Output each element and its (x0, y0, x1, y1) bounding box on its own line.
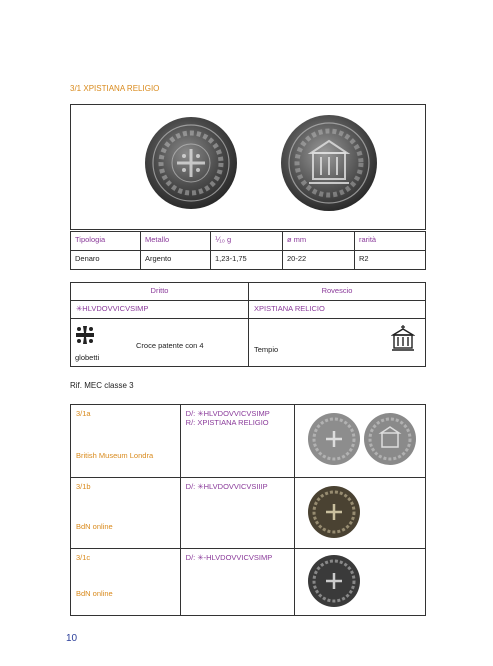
variant-row (71, 549, 426, 616)
sides-desc-row (71, 319, 426, 367)
variant-id-cell (71, 549, 181, 616)
variant-legend-obverse: D/: ✳-HLVDOVVICVSIMP (185, 553, 273, 562)
obverse-coin (145, 117, 237, 209)
temple-icon (391, 325, 415, 353)
obverse-header: Dritto (71, 283, 249, 301)
variant-row (71, 405, 426, 478)
reverse-legend: XPISTIANA RELICIO (249, 301, 426, 319)
reverse-header: Rovescio (249, 283, 426, 301)
variant-legend-cell (180, 549, 294, 616)
variant-id: 3/1c (76, 553, 91, 562)
value-weight: 1,23-1,75 (211, 251, 283, 270)
variants-table (70, 404, 426, 616)
value-rarity: R2 (355, 251, 426, 270)
variant-source: BdN online (76, 522, 113, 531)
variant-row (71, 478, 426, 549)
variant-coin-photo (300, 409, 420, 471)
variant-photo-cell (295, 405, 426, 478)
variant-coin-photo (300, 553, 420, 609)
value-metallo: Argento (141, 251, 211, 270)
properties-table (70, 231, 426, 270)
variant-id: 3/1b (76, 482, 91, 491)
sides-header-row (71, 283, 426, 301)
variant-id: 3/1a (76, 409, 91, 418)
variant-legend-obverse: D/: ✳HLVDOVVICVSIMP (185, 409, 270, 418)
value-tipologia: Denaro (71, 251, 141, 270)
variant-coin-photo (300, 482, 420, 542)
reverse-desc: Tempio (254, 345, 279, 354)
header-tipologia: Tipologia (71, 232, 141, 251)
variant-legend-obverse: D/: ✳HLVDOVVICVSIIIP (185, 482, 268, 491)
variant-legend-cell (180, 405, 294, 478)
obverse-desc-cell (71, 319, 249, 367)
variant-source: British Museum Londra (76, 451, 154, 460)
value-diameter: 20-22 (283, 251, 355, 270)
variant-source: BdN online (76, 589, 113, 598)
variant-id-cell (71, 478, 181, 549)
mec-reference: Rif. MEC classe 3 (70, 381, 134, 390)
coin-photo (71, 105, 427, 231)
coin-photo-box (70, 104, 426, 230)
obverse-desc-line1: Croce patente con 4 (136, 341, 204, 350)
variant-legend-cell (180, 478, 294, 549)
variant-photo-cell (295, 478, 426, 549)
header-diameter: ø mm (283, 232, 355, 251)
reverse-coin (281, 115, 377, 211)
properties-value-row (71, 251, 426, 270)
header-metallo: Metallo (141, 232, 211, 251)
obverse-legend: ✳HLVDOVVICVSIMP (71, 301, 249, 319)
section-code: 3/1 (70, 84, 82, 93)
section-title (70, 84, 159, 93)
variant-legend-reverse: R/: XPISTIANA RELIGIO (185, 418, 269, 427)
cross-pattee-icon (75, 325, 95, 345)
variant-id-cell (71, 405, 181, 478)
sides-table (70, 282, 426, 367)
reverse-desc-cell (249, 319, 426, 367)
variant-photo-cell (295, 549, 426, 616)
header-weight: ⅟₁₀ g (211, 232, 283, 251)
page-number: 10 (66, 633, 78, 644)
header-rarity: rarità (355, 232, 426, 251)
properties-header-row (71, 232, 426, 251)
obverse-desc-line2: globetti (75, 353, 100, 362)
sides-legend-row (71, 301, 426, 319)
section-name: XPISTIANA RELIGIO (83, 84, 160, 93)
